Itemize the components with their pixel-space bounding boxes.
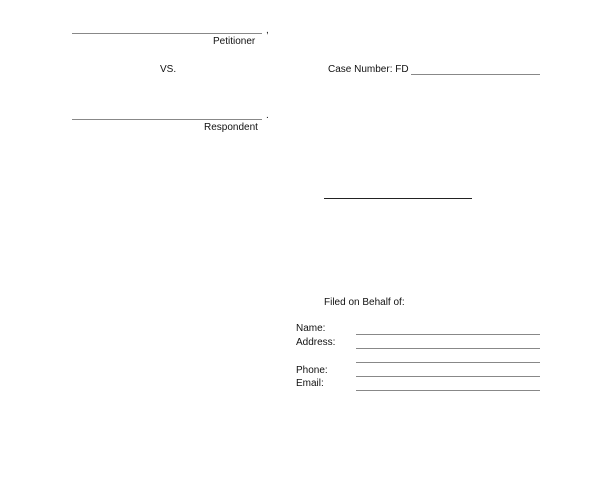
- respondent-label: Respondent: [204, 122, 258, 133]
- respondent-name-line[interactable]: [72, 119, 262, 120]
- address-field-line-1[interactable]: [356, 348, 540, 349]
- document-title-line[interactable]: [324, 198, 472, 199]
- email-label: Email:: [296, 378, 324, 389]
- petitioner-name-line[interactable]: [72, 33, 262, 34]
- case-number-line[interactable]: [411, 74, 540, 75]
- address-label: Address:: [296, 337, 336, 348]
- filed-on-behalf-heading: Filed on Behalf of:: [324, 297, 405, 308]
- address-field-line-2[interactable]: [356, 362, 540, 363]
- versus-label: VS.: [160, 64, 177, 75]
- name-field-line[interactable]: [356, 334, 540, 335]
- petitioner-label: Petitioner: [213, 36, 256, 47]
- email-field-line[interactable]: [356, 390, 540, 391]
- respondent-period: .: [266, 110, 269, 121]
- petitioner-comma: ,: [266, 25, 269, 36]
- case-number-label: Case Number: FD: [328, 64, 409, 75]
- phone-field-line[interactable]: [356, 376, 540, 377]
- name-label: Name:: [296, 323, 326, 334]
- phone-label: Phone:: [296, 365, 328, 376]
